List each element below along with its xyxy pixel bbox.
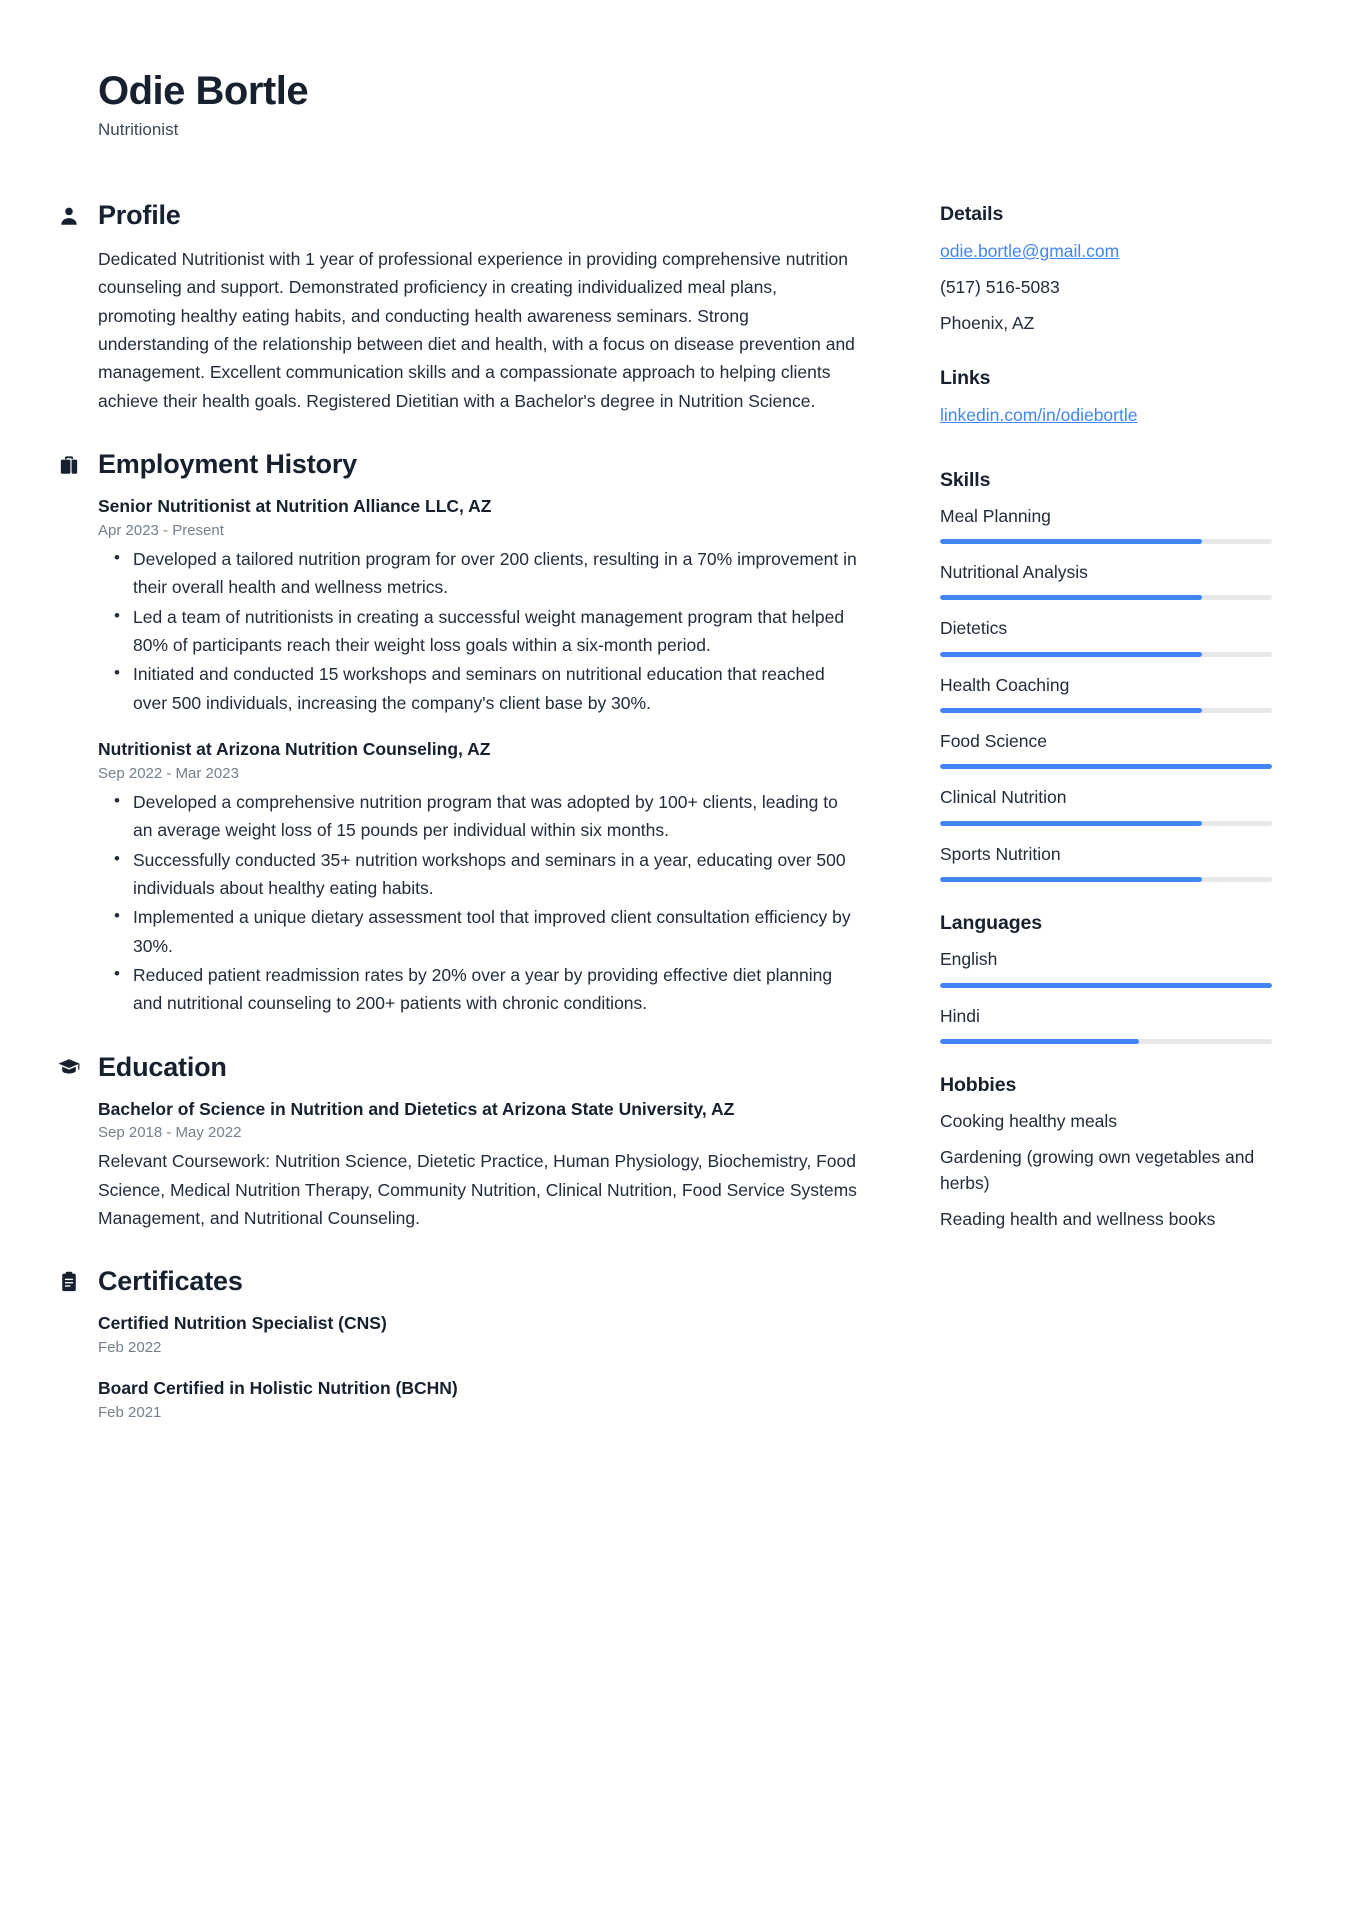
skill-track	[940, 764, 1272, 769]
profile-text: Dedicated Nutritionist with 1 year of professional experience in providing comprehensive nutrition counseling and support. Demonstrated proficiency in creating individualized meal plans, promoting healthy eating habits, and conducting health awareness seminars. Strong understanding of the relationship between diet and health, with a focus on disease prevention and management. Excellent communication skills and a compassionate approach to helping clients achieve their health goals. Registered Dietitian with a Bachelor's degree in Nutrition Science.	[98, 249, 855, 411]
resume-header	[98, 68, 1296, 140]
skill-item	[940, 842, 1272, 882]
list-item: • Developed a tailored nutrition program for over 200 clients, resulting in a 70% improvement in their overall health and wellness metrics.	[98, 545, 858, 602]
language-track	[940, 1039, 1272, 1044]
skill-track	[940, 539, 1272, 544]
skill-label: Clinical Nutrition	[940, 787, 1067, 808]
skill-track	[940, 595, 1272, 600]
employment-entry-bullets	[98, 788, 858, 1018]
skill-label: Dietetics	[940, 618, 1008, 639]
main-column	[98, 200, 858, 1455]
list-item: • Reduced patient readmission rates by 20% over a year by providing effective diet planning and nutritional counseling to 200+ patients with chronic conditions.	[98, 961, 858, 1018]
person-icon	[54, 205, 84, 227]
certificate-entry-date: Feb 2022	[98, 1339, 162, 1357]
skill-item	[940, 504, 1272, 544]
employment-entry-title: Nutritionist at Arizona Nutrition Counseling, AZ	[98, 738, 491, 759]
skill-fill	[940, 539, 1202, 544]
certificate-entry-title: Board Certified in Holistic Nutrition (BCHN)	[98, 1378, 458, 1399]
graduation-cap-icon	[54, 1055, 84, 1079]
certificate-entry	[98, 1311, 858, 1356]
list-item: • Implemented a unique dietary assessment tool that improved client consultation efficiency by 30%.	[98, 903, 858, 960]
skill-fill	[940, 595, 1202, 600]
skill-track	[940, 821, 1272, 826]
section-employment-header	[54, 449, 858, 480]
section-certificates-title: Certificates	[98, 1266, 243, 1297]
email-link[interactable]: odie.bortle@gmail.com	[940, 241, 1120, 261]
skill-label: Food Science	[940, 731, 1048, 751]
section-certificates-header	[54, 1266, 858, 1297]
skill-item	[940, 729, 1272, 769]
sidebar-links-title: Links	[940, 367, 991, 390]
hobby-item: Reading health and wellness books	[940, 1209, 1216, 1229]
certificate-entry	[98, 1376, 858, 1421]
skill-track	[940, 708, 1272, 713]
list-item: • Initiated and conducted 15 workshops and seminars on nutritional education that reached over 500 individuals, increasing the company's client base by 30%.	[98, 660, 858, 717]
list-item: • Developed a comprehensive nutrition program that was adopted by 100+ clients, leading to an average weight loss of 15 pounds per individual within six months.	[98, 788, 858, 845]
employment-entry-title: Senior Nutritionist at Nutrition Alliance LLC, AZ	[98, 496, 492, 517]
language-label: Hindi	[940, 1005, 980, 1026]
skill-fill	[940, 877, 1202, 882]
employment-entry-bullets	[98, 545, 858, 717]
sidebar-section-links	[940, 367, 1272, 438]
language-item	[940, 1004, 1272, 1044]
section-education-title: Education	[98, 1051, 227, 1082]
skill-label: Sports Nutrition	[940, 843, 1061, 864]
employment-entry-date: Sep 2022 - Mar 2023	[98, 764, 239, 782]
sidebar-languages-title: Languages	[940, 912, 1043, 935]
section-education	[98, 1052, 858, 1233]
education-entry-title: Bachelor of Science in Nutrition and Dietetics at Arizona State University, AZ	[98, 1098, 735, 1119]
certificate-entry-title: Certified Nutrition Specialist (CNS)	[98, 1313, 387, 1334]
section-certificates	[98, 1266, 858, 1421]
education-entry	[98, 1097, 858, 1233]
skill-fill	[940, 652, 1202, 657]
briefcase-icon	[54, 454, 84, 476]
hobby-item: Cooking healthy meals	[940, 1110, 1118, 1131]
section-education-header	[54, 1052, 858, 1083]
skill-track	[940, 877, 1272, 882]
section-profile-header	[54, 200, 858, 231]
sidebar-column	[940, 200, 1272, 1262]
skill-item	[940, 616, 1272, 656]
section-employment	[98, 449, 858, 1018]
sidebar-section-languages	[940, 912, 1272, 1044]
language-fill	[940, 983, 1272, 988]
candidate-job-title: Nutritionist	[98, 120, 179, 139]
language-track	[940, 983, 1272, 988]
section-profile-title: Profile	[98, 200, 181, 230]
certificate-entry-date: Feb 2021	[98, 1404, 162, 1422]
section-profile	[98, 200, 858, 415]
location-text: Phoenix, AZ	[940, 313, 1035, 334]
skill-fill	[940, 764, 1272, 769]
education-entry-date: Sep 2018 - May 2022	[98, 1124, 242, 1142]
skill-label: Meal Planning	[940, 505, 1051, 526]
employment-entry-date: Apr 2023 - Present	[98, 521, 224, 539]
employment-entry	[98, 494, 858, 717]
skill-item	[940, 560, 1272, 600]
skill-item	[940, 673, 1272, 713]
skill-track	[940, 652, 1272, 657]
skill-fill	[940, 708, 1202, 713]
skill-label: Health Coaching	[940, 674, 1070, 695]
list-item: • Successfully conducted 35+ nutrition workshops and seminars in a year, educating over 500 individuals about healthy eating habits.	[98, 846, 858, 903]
clipboard-icon	[54, 1271, 84, 1293]
sidebar-skills-title: Skills	[940, 468, 991, 491]
skill-fill	[940, 821, 1202, 826]
sidebar-details-title: Details	[940, 203, 1004, 225]
list-item: • Led a team of nutritionists in creating a successful weight management program that helped 80% of participants reach their weight loss goals within a six-month period.	[98, 603, 858, 660]
candidate-name: Odie Bortle	[98, 69, 309, 113]
language-fill	[940, 1039, 1139, 1044]
linkedin-link[interactable]: linkedin.com/in/odiebortle	[940, 405, 1138, 426]
sidebar-section-skills	[940, 469, 1272, 883]
sidebar-hobbies-title: Hobbies	[940, 1073, 1017, 1096]
employment-entry	[98, 737, 858, 1018]
language-label: English	[940, 949, 998, 970]
sidebar-section-hobbies	[940, 1074, 1272, 1233]
phone-text: (517) 516-5083	[940, 277, 1060, 298]
hobby-item: Gardening (growing own vegetables and herbs)	[940, 1147, 1255, 1193]
sidebar-section-details	[940, 203, 1272, 337]
skill-label: Nutritional Analysis	[940, 561, 1088, 582]
resume-columns	[98, 200, 1296, 1455]
section-employment-title: Employment History	[98, 449, 357, 480]
skill-item	[940, 785, 1272, 825]
language-item	[940, 947, 1272, 987]
education-entry-description: Relevant Coursework: Nutrition Science, Dietetic Practice, Human Physiology, Biochemistry, Food Science, Medical Nutrition Therapy, Community Nutrition, Clinical Nutrition, Food Service Systems Management, and Nutritional Counseling.	[98, 1151, 857, 1229]
